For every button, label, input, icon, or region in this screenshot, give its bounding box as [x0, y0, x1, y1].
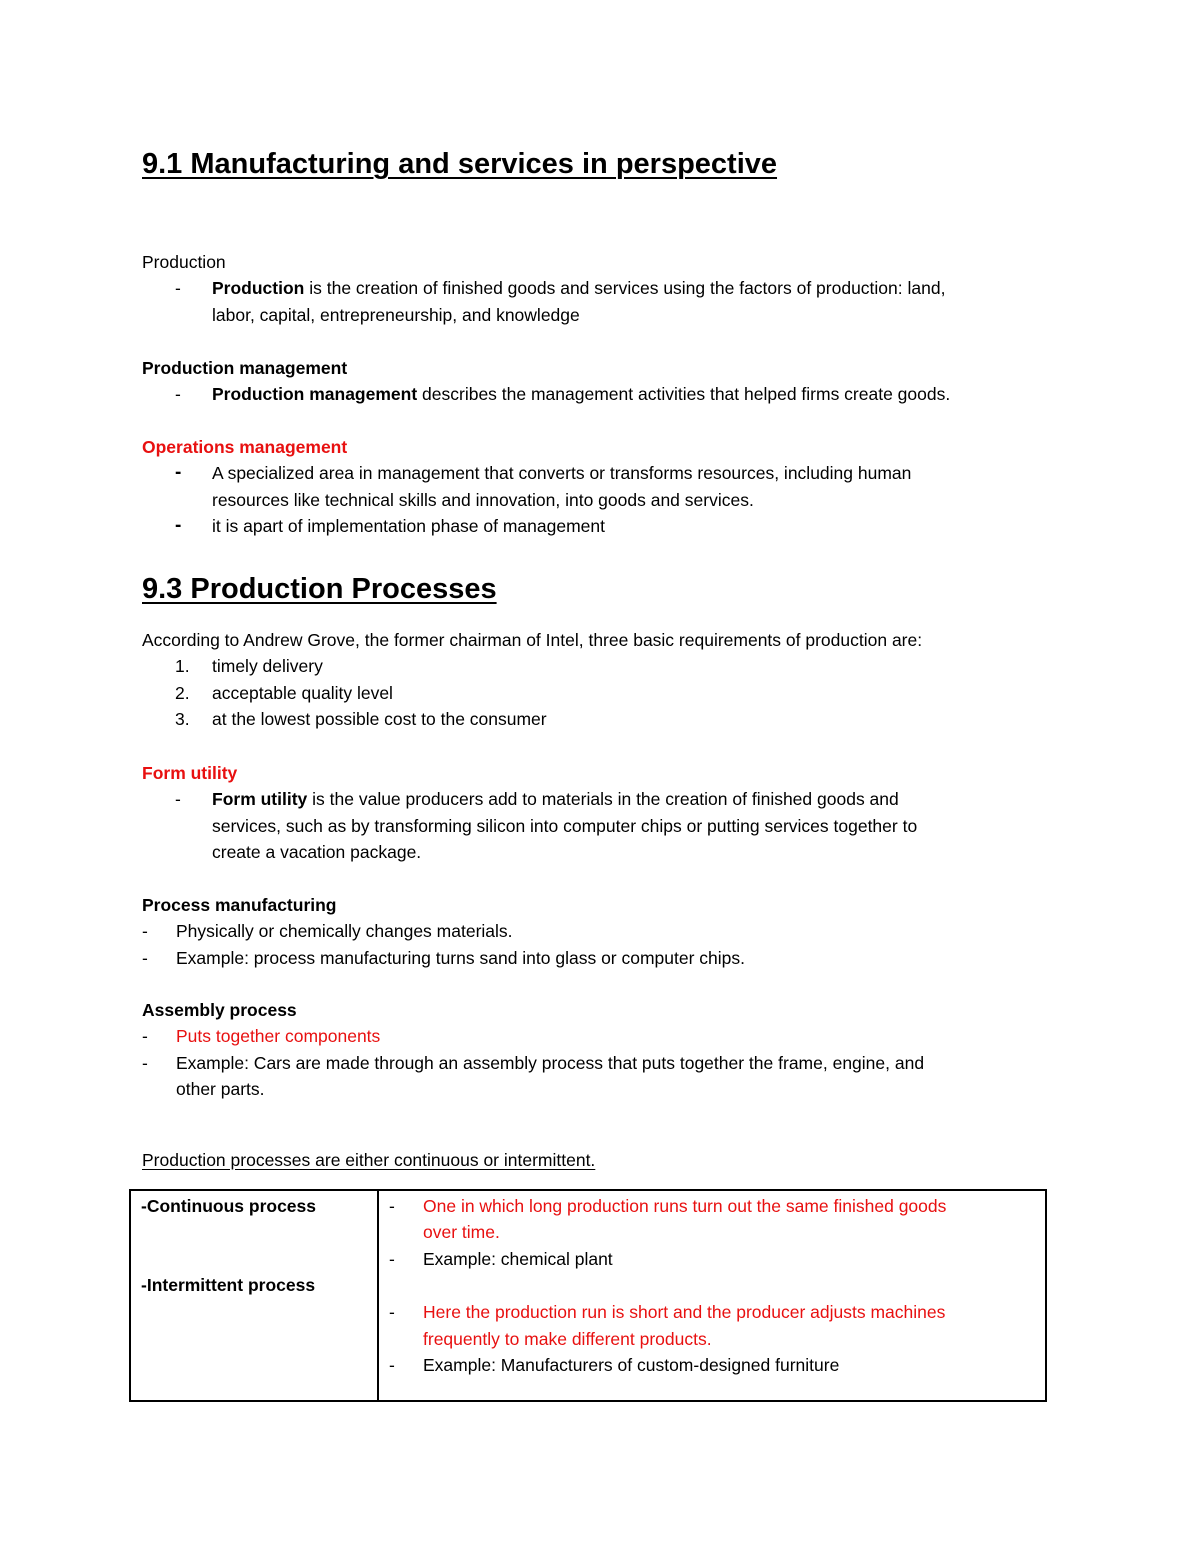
section-heading-9-1: 9.1 Manufacturing and services in perspective: [142, 148, 778, 180]
process-manufacturing-block: [142, 892, 1047, 971]
assembly-process-item-2-line1: Example: Cars are made through an assembly process that puts together the frame, engine, and: [176, 1052, 925, 1073]
requirement-number: 1.: [175, 656, 190, 677]
process-manufacturing-item-1-text: Physically or chemically changes materials.: [176, 921, 513, 942]
production-management-term: Production management: [212, 384, 418, 405]
requirement-item: [142, 706, 1047, 732]
production-definition: [142, 275, 1047, 328]
dash-marker: -: [175, 462, 182, 484]
assembly-process-item-2-line2: other parts.: [176, 1079, 265, 1100]
production-management-block: [142, 355, 1047, 408]
continuous-definition-line2: over time.: [423, 1222, 500, 1243]
operations-management-block: [142, 434, 1047, 540]
process-manufacturing-item-2-text: Example: process manufacturing turns sand into glass or computer chips.: [176, 947, 746, 968]
assembly-process-item-1: [142, 1023, 1047, 1049]
processes-statement: Production processes are either continuous or intermittent.: [142, 1150, 596, 1170]
intermittent-definition: [389, 1299, 1035, 1352]
operations-management-item-1-line1: A specialized area in management that converts or transforms resources, including human: [212, 463, 912, 484]
table-row: [130, 1190, 1046, 1401]
form-utility-line3: create a vacation package.: [212, 842, 422, 863]
form-utility-title: Form utility: [142, 763, 238, 783]
process-manufacturing-title: Process manufacturing: [142, 895, 337, 915]
operations-management-item-1: [142, 460, 1047, 513]
continuous-example-text: Example: chemical plant: [423, 1248, 613, 1269]
dash-marker: -: [389, 1248, 395, 1269]
form-utility-definition: [142, 786, 1047, 865]
process-manufacturing-item-1: [142, 918, 1047, 944]
production-term: Production: [212, 278, 305, 299]
form-utility-term: Form utility: [212, 789, 308, 810]
continuous-definition: [389, 1193, 1035, 1246]
intermittent-process-label: -Intermittent process: [141, 1275, 316, 1296]
dash-marker: -: [389, 1355, 395, 1376]
intermittent-example: [389, 1352, 1035, 1378]
production-block: [142, 249, 1047, 328]
dash-marker: -: [142, 1052, 148, 1073]
requirement-text: timely delivery: [212, 656, 323, 677]
intermittent-definition-line2: frequently to make different products.: [423, 1328, 712, 1349]
dash-marker: -: [175, 384, 181, 405]
dash-marker: -: [175, 789, 181, 810]
continuous-definition-line1: One in which long production runs turn out the same finished goods: [423, 1196, 947, 1216]
continuous-process-label: -Continuous process: [141, 1196, 317, 1216]
process-types-table: [129, 1189, 1047, 1402]
requirements-block: [142, 627, 1047, 733]
requirement-text: acceptable quality level: [212, 682, 393, 703]
dash-marker: -: [142, 921, 148, 942]
assembly-process-item-2: [142, 1050, 1047, 1103]
form-utility-line2: services, such as by transforming silicon into computer chips or putting services together to: [212, 815, 918, 836]
process-manufacturing-item-2: [142, 945, 1047, 971]
intermittent-definition-line1: Here the production run is short and the producer adjusts machines: [423, 1302, 946, 1323]
operations-management-item-2-text: it is apart of implementation phase of management: [212, 516, 605, 537]
production-management-definition-text: describes the management activities that helped firms create goods.: [417, 384, 951, 405]
operations-management-item-2: [142, 513, 1047, 539]
form-utility-line1: is the value producers add to materials in the creation of finished goods and: [307, 789, 899, 810]
intermittent-example-text: Example: Manufacturers of custom-designed furniture: [423, 1355, 840, 1376]
operations-management-title: Operations management: [142, 437, 348, 457]
production-management-title: Production management: [142, 358, 348, 378]
dash-marker: -: [389, 1196, 395, 1216]
dash-marker: -: [142, 1026, 148, 1047]
operations-management-item-1-line2: resources like technical skills and innovation, into goods and services.: [212, 489, 754, 510]
dash-marker: -: [175, 515, 182, 537]
dash-marker: -: [142, 947, 148, 968]
dash-marker: -: [389, 1302, 395, 1323]
requirement-number: 3.: [175, 709, 190, 730]
assembly-process-item-1-text: Puts together components: [176, 1026, 381, 1047]
production-definition-line1: is the creation of finished goods and services using the factors of production: land,: [304, 278, 946, 299]
requirement-item: [142, 680, 1047, 706]
assembly-process-title: Assembly process: [142, 1000, 297, 1020]
production-definition-line2: labor, capital, entrepreneurship, and knowledge: [212, 304, 580, 325]
requirements-intro: According to Andrew Grove, the former chairman of Intel, three basic requirements of production are:: [142, 630, 923, 650]
production-management-definition: [142, 381, 1047, 407]
processes-statement-block: [142, 1147, 1047, 1173]
requirement-text: at the lowest possible cost to the consumer: [212, 709, 547, 730]
form-utility-block: [142, 760, 1047, 866]
dash-marker: -: [175, 278, 181, 299]
production-title: Production: [142, 252, 226, 272]
requirement-item: [142, 653, 1047, 679]
continuous-example: [389, 1246, 1035, 1272]
requirement-number: 2.: [175, 682, 190, 703]
section-heading-9-3: 9.3 Production Processes: [142, 573, 497, 605]
process-labels-cell: [130, 1190, 378, 1401]
assembly-process-block: [142, 997, 1047, 1103]
process-definitions-cell: [378, 1190, 1046, 1401]
